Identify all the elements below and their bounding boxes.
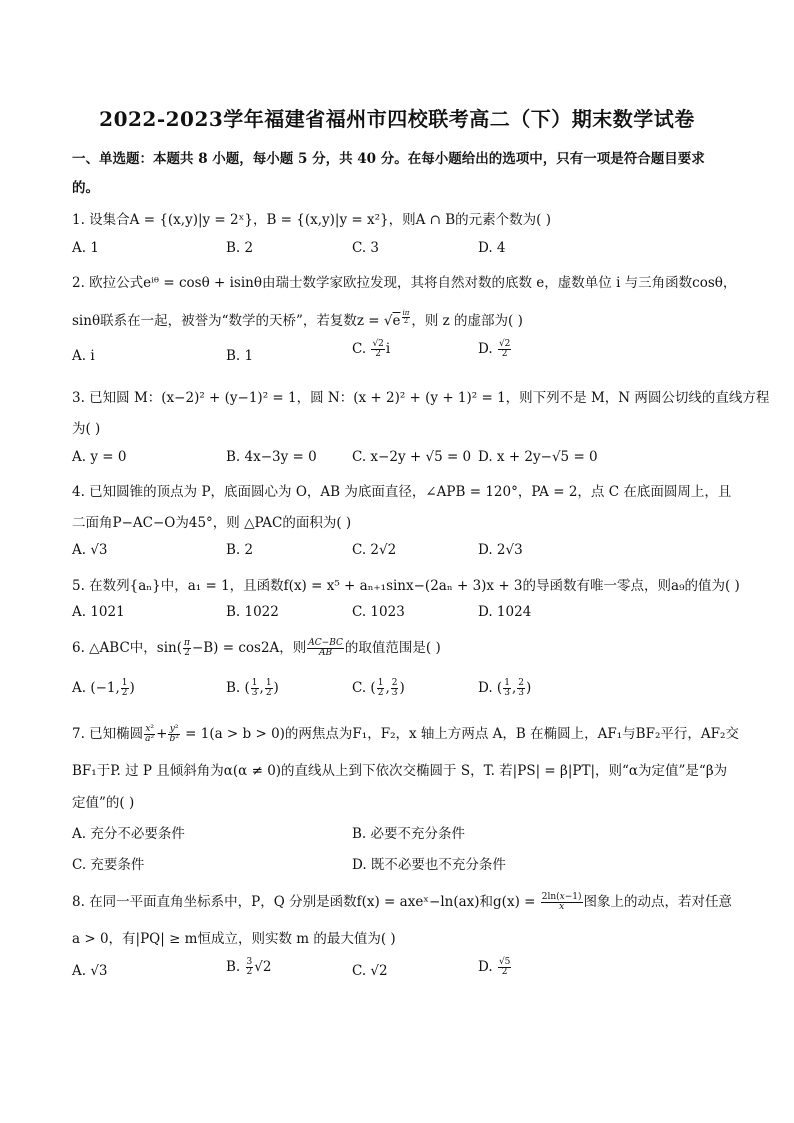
question-3-stem-1: 3. 已知圆 M：(x−2)² + (y−1)² = 1，圆 N：(x + 2)² + (y + 1)² = 1，则下列不是 M，N 两圆公切线的直线方程 — [72, 390, 770, 406]
sqrt-e-expression: √e $^{\frac{i\pi}{2}}$ — [383, 309, 410, 329]
question-7-stem-1: 7. 已知椭圆 $\frac{\text{x²}}{\text{a²}}$ + $\frac{\text{y²}}{\text{b²}}$ = 1(a > b > 0)的两焦点为F₁，F₂，x 轴上方两点 A，B 在椭圆上，AF₁与BF₂平行，AF₂交 — [72, 724, 739, 744]
q1-option-c: C. 3 — [352, 240, 380, 256]
q8-stem-part-b: 图象上的动点，若对任意 — [583, 894, 733, 910]
question-7-stem-2: BF₁于P. 过 P 且倾斜角为α(α ≠ 0)的直线从上到下依次交椭圆于 S，T. 若|PS| = β|PT|，则“α为定值”是“β为 — [72, 763, 728, 779]
q4-option-a: A. √3 — [72, 542, 108, 558]
q6-stem-part-a: 6. △ABC中，sin( — [72, 640, 183, 656]
question-1-stem: 1. 设集合A = {(x,y)|y = 2ˣ}，B = {(x,y)|y = x²}，则A ∩ B的元素个数为( ) — [72, 212, 551, 228]
question-8-stem-2: a > 0，有|PQ| ≥ m恒成立，则实数 m 的最大值为( ) — [72, 931, 396, 947]
question-3-stem-2: 为( ) — [72, 421, 101, 437]
q7-option-d: D. 既不必要也不充分条件 — [352, 857, 506, 873]
question-7-stem-3: 定值”的( ) — [72, 795, 135, 811]
q3-option-a: A. y = 0 — [72, 449, 127, 465]
q6-option-a: A. (−1, $\frac{1}{2}$ ) — [72, 678, 135, 698]
q7-stem-part-a: 7. 已知椭圆 — [72, 726, 144, 742]
question-4-stem-1: 4. 已知圆锥的顶点为 P，底面圆心为 O，AB 为底面直径，∠APB = 120°，PA = 2，点 C 在底面圆周上，且 — [72, 484, 732, 500]
q2-option-b: B. 1 — [226, 348, 254, 364]
question-4-stem-2: 二面角P−AC−O为45°，则 △PAC的面积为( ) — [72, 515, 352, 531]
q2-option-c: C. $\frac{√2}{2}$ i — [352, 339, 391, 359]
q2-option-d: D. $\frac{√2}{2}$ — [478, 339, 511, 359]
q6-stem-part-b: −B) = cos2A，则 — [191, 640, 307, 656]
q5-option-b: B. 1022 — [226, 604, 279, 620]
q5-option-a: A. 1021 — [72, 604, 125, 620]
q4-option-b: B. 2 — [226, 542, 254, 558]
question-2-stem-2 — [72, 309, 722, 329]
q3-option-b: B. 4x−3y = 0 — [226, 449, 317, 465]
q7-option-c: C. 充要条件 — [72, 857, 145, 873]
q5-option-c: C. 1023 — [352, 604, 405, 620]
q8-option-a: A. √3 — [72, 963, 108, 979]
q2-stem-part-a: sinθ联系在一起，被誉为“数学的天桥”，若复数z = — [72, 313, 384, 329]
q1-option-b: B. 2 — [226, 240, 254, 256]
q6-option-c: C. ( $\frac{1}{2}$ , $\frac{2}{3}$ ) — [352, 678, 405, 698]
question-5-stem: 5. 在数列{aₙ}中，a₁ = 1，且函数f(x) = x⁵ + aₙ₊₁sinx−(2aₙ + 3)x + 3的导函数有唯一零点，则a₉的值为( ) — [72, 578, 740, 594]
page-title: 2022-2023学年福建省福州市四校联考高二（下）期末数学试卷 — [99, 107, 695, 131]
q7-option-a: A. 充分不必要条件 — [72, 826, 185, 842]
q6-option-d: D. ( $\frac{1}{3}$ , $\frac{2}{3}$ ) — [478, 678, 532, 698]
question-6-stem: 6. △ABC中，sin( $\frac{\pi}{2}$ −B) = cos2A，则 $\frac{AC-BC}{AB}$ 的取值范围是( ) — [72, 638, 441, 658]
q5-option-d: D. 1024 — [478, 604, 532, 620]
q3-option-d: D. x + 2y−√5 = 0 — [478, 449, 598, 465]
q7-stem-part-b: = 1(a > b > 0)的两焦点为F₁，F₂，x 轴上方两点 A，B 在椭圆上，AF₁与BF₂平行，AF₂交 — [180, 726, 739, 742]
q8-option-d: D. $\frac{√5}{2}$ — [478, 957, 511, 977]
question-2-stem-1: 2. 欧拉公式eⁱᶿ = cosθ + isinθ由瑞士数学家欧拉发现，其将自然对数的底数 e，虚数单位 i 与三角函数cosθ， — [72, 275, 737, 291]
q8-option-c: C. √2 — [352, 963, 388, 979]
q7-option-b: B. 必要不充分条件 — [352, 826, 466, 842]
q4-option-c: C. 2√2 — [352, 542, 397, 558]
q8-option-b: B. $\frac{3}{2}$ √2 — [226, 957, 272, 977]
question-8-stem-1: 8. 在同一平面直角坐标系中，P，Q 分别是函数f(x) = axeˣ−ln(ax)和g(x) = $\frac{2\ln(x-1)}{x}$ 图象上的动点，若对任意 — [72, 892, 733, 912]
section-heading-cont: 的。 — [72, 180, 99, 196]
q6-option-b: B. ( $\frac{1}{3}$ , $\frac{1}{2}$ ) — [226, 678, 279, 698]
q1-option-a: A. 1 — [72, 240, 99, 256]
q4-option-d: D. 2√3 — [478, 542, 523, 558]
q2-stem-part-b: ，则 z 的虚部为( ) — [411, 313, 523, 329]
q8-stem-part-a: 8. 在同一平面直角坐标系中，P，Q 分别是函数f(x) = axeˣ−ln(ax)和g(x) = — [72, 894, 540, 910]
q3-option-c: C. x−2y + √5 = 0 — [352, 449, 472, 465]
q1-option-d: D. 4 — [478, 240, 506, 256]
q2-option-a: A. i — [72, 348, 95, 364]
section-heading: 一、单选题：本题共 8 小题，每小题 5 分，共 40 分。在每小题给出的选项中，只有一项是符合题目要求 — [72, 151, 705, 167]
q6-stem-part-c: 的取值范围是( ) — [344, 640, 441, 656]
